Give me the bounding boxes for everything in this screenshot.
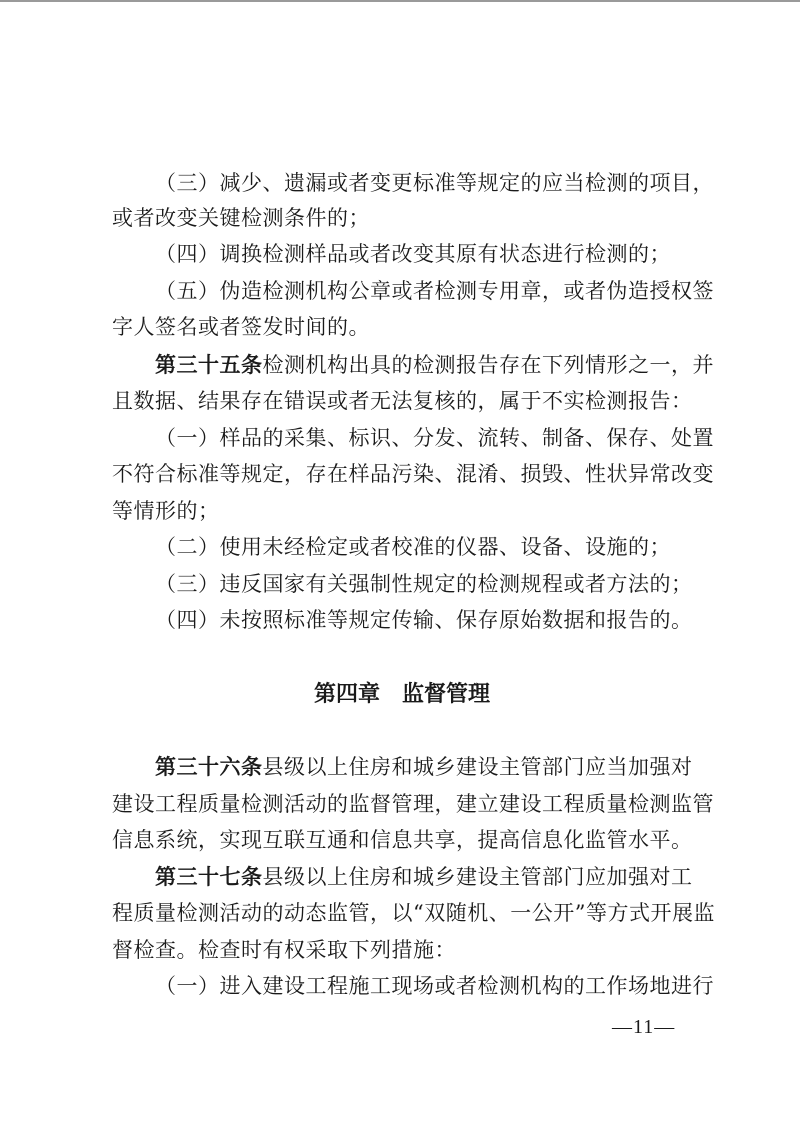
article-text: 检测机构出具的检测报告存在下列情形之一，并 xyxy=(262,353,714,377)
text-line: 或者改变关键检测条件的； xyxy=(112,206,370,230)
text-line: （二）使用未经检定或者校准的仪器、设备、设施的； xyxy=(155,535,671,559)
article-text: 县级以上住房和城乡建设主管部门应当加强对 xyxy=(262,755,693,779)
text-line: 等情形的； xyxy=(112,499,220,523)
article-paragraph xyxy=(112,752,692,782)
text-line: 字人签名或者签发时间的。 xyxy=(112,315,370,339)
article-paragraph xyxy=(112,862,692,892)
text-line: 且数据、结果存在错误或者无法复核的，属于不实检测报告： xyxy=(112,389,693,413)
article-paragraph xyxy=(112,350,714,380)
page-number: —11— xyxy=(612,1016,676,1038)
article-text: 县级以上住房和城乡建设主管部门应加强对工 xyxy=(262,865,693,889)
text-line: （一）进入建设工程施工现场或者检测机构的工作场地进行 xyxy=(155,974,714,998)
text-line: （一）样品的采集、标识、分发、流转、制备、保存、处置 xyxy=(155,426,714,450)
text-line: 督检查。检查时有权采取下列措施： xyxy=(112,938,456,962)
text-line: 建设工程质量检测活动的监督管理，建立建设工程质量检测监管 xyxy=(112,792,714,816)
article-heading: 第三十五条 xyxy=(155,353,263,377)
text-line: （三）减少、遗漏或者变更标准等规定的应当检测的项目， xyxy=(155,171,714,195)
text-line: 不符合标准等规定，存在样品污染、混淆、损毁、性状异常改变 xyxy=(112,462,714,486)
page-top-border xyxy=(0,0,800,2)
text-line: 程质量检测活动的动态监管，以“双随机、一公开”等方式开展监 xyxy=(112,901,715,925)
text-line: （四）未按照标准等规定传输、保存原始数据和报告的。 xyxy=(155,608,693,632)
text-line: （五）伪造检测机构公章或者检测专用章，或者伪造授权签 xyxy=(155,279,714,303)
text-line: （三）违反国家有关强制性规定的检测规程或者方法的； xyxy=(155,572,693,596)
article-heading: 第三十六条 xyxy=(155,755,263,779)
text-line: （四）调换检测样品或者改变其原有状态进行检测的； xyxy=(155,242,671,266)
chapter-title: 第四章 监督管理 xyxy=(313,682,490,707)
text-line: 信息系统，实现互联互通和信息共享，提高信息化监管水平。 xyxy=(112,828,693,852)
article-heading: 第三十七条 xyxy=(155,865,263,889)
